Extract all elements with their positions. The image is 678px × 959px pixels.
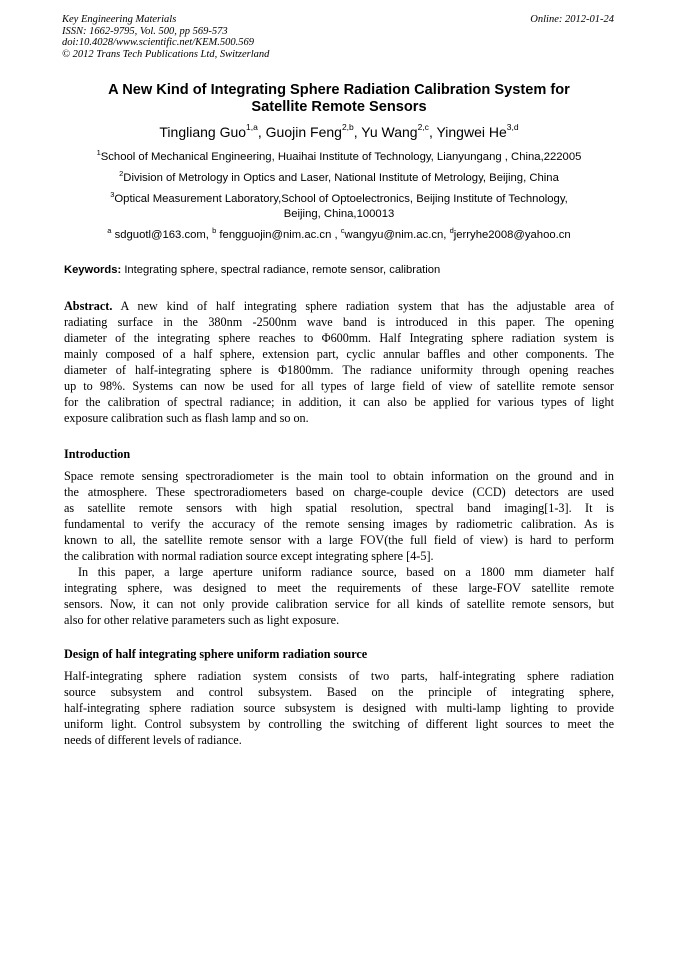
body-line: also for other relative parameters such as light exposure. [64, 613, 340, 627]
author-list: Tingliang Guo$^{1,a}$, Guojin Feng$^{2,b}$, Yu Wang$^{2,c}$, Yingwei He$^{3,d}$ [159, 122, 519, 140]
body-line: the atmosphere. These spectroradiometers based on charge-couple device (CCD) detectors are used [64, 485, 614, 499]
issn-line: ISSN: 1662-9795, Vol. 500, pp 569-573 [62, 25, 228, 37]
affiliation-sup: 1 [96, 148, 101, 158]
body-line: In this paper, a large aperture uniform radiance source, based on a 1800 mm diameter half [78, 565, 614, 579]
abstract-line: mainly composed of a half sphere, extension part, cyclic annular baffles and other components. The [64, 347, 614, 361]
body-line: known to all, the satellite remote sensor with a large FOV(the full field of view) is hard to perform [64, 533, 614, 547]
body-line: Half-integrating sphere radiation system consists of two parts, half-integrating sphere radiation [64, 669, 614, 683]
affiliation-sup: 2 [119, 169, 124, 179]
body-line: sensors. Now, it can not only provide calibration service for all kinds of satellite remote sensors, but [64, 597, 614, 611]
email-sup: b [212, 226, 217, 236]
affiliation-3 [64, 192, 614, 222]
author-name: Tingliang Guo [159, 124, 247, 140]
abstract-line: exposure calibration such as flash lamp and so on. [64, 411, 309, 425]
abstract-paragraph [64, 298, 614, 426]
keywords [64, 263, 440, 277]
online-date: Online: 2012-01-24 [530, 14, 614, 25]
author-name: Guojin Feng [265, 124, 342, 140]
abstract-line: up to 98%. Systems can now be used for all types of large field of view of satellite remote sensor [64, 379, 614, 393]
section-heading-introduction: Introduction [64, 447, 131, 461]
doi-line: doi:10.4028/www.scientific.net/KEM.500.569 [62, 37, 254, 48]
body-line: the calibration with normal radiation source except integrating sphere [4-5]. [64, 549, 434, 563]
keywords-label: Keywords: [64, 264, 122, 276]
email-line [64, 228, 614, 243]
body-line: source subsystem and control subsystem. Based on the principle of integrating sphere, [64, 685, 614, 699]
body-line: Space remote sensing spectroradiometer is the main tool to obtain information on the ground and in [64, 469, 614, 483]
design-paragraph-1 [64, 668, 614, 748]
email-sup: a [107, 226, 112, 236]
body-line: uniform light. Control subsystem by controlling the switching of different light sources to meet the [64, 717, 614, 731]
author-name: Yu Wang [361, 124, 418, 140]
affiliation-text: Division of Metrology in Optics and Laser, National Institute of Metrology, Beijing, China [123, 172, 559, 184]
abstract-line: diameter of half-integrating sphere is Φ1800mm. The radiance uniformity through opening reaches [64, 363, 614, 377]
email-address: jerryhe2008@yahoo.cn [453, 229, 571, 241]
paper-title [64, 82, 614, 116]
email-address: wangyu@nim.ac.cn, [344, 229, 447, 241]
body-line: fundamental to verify the accuracy of the remote sensing images by radiometric calibration. As is [64, 517, 614, 531]
body-line: needs of different levels of radiance. [64, 733, 242, 747]
author-sup: 2,b [341, 122, 354, 133]
introduction-paragraph-2 [64, 564, 614, 628]
abstract-label: Abstract. [64, 299, 113, 313]
abstract-line: for the calibration of spectral radiance; in addition, it can also be applied for various types of light [64, 395, 614, 409]
author-sup: 2,c [417, 122, 429, 133]
journal-header [62, 14, 269, 60]
title-line-2: Satellite Remote Sensors [251, 99, 427, 115]
keywords-text: Integrating sphere, spectral radiance, remote sensor, calibration [124, 264, 441, 276]
email-sup: d [449, 226, 454, 236]
body-line: half-integrating sphere radiation source subsystem is designed with multi-lamp lighting to provide [64, 701, 614, 715]
body-line: integrating sphere, was designed to meet the requirements of these large-FOV satellite remote [64, 581, 614, 595]
body-line: as satellite remote sensors with high spatial resolution, spectral band imaging[1-3]. It is [64, 501, 614, 515]
email-sup: c [340, 226, 345, 236]
affiliation-2 [64, 171, 614, 186]
affiliation-sup: 3 [110, 190, 115, 200]
author-name: Yingwei He [436, 124, 507, 140]
author-sup: 1,a [246, 122, 258, 133]
abstract-line: diameter of the integrating sphere reaches to Φ600mm. Half Integrating sphere radiation system is [64, 331, 614, 345]
copyright-line: © 2012 Trans Tech Publications Ltd, Switzerland [62, 48, 270, 60]
introduction-paragraph-1 [64, 468, 614, 564]
email-address: fengguojin@nim.ac.cn , [219, 229, 338, 241]
affiliation-text: Optical Measurement Laboratory,School of Optoelectronics, Beijing Institute of Technology, [114, 193, 568, 205]
affiliation-text: Beijing, China,100013 [283, 208, 395, 220]
author-sup: 3,d [506, 122, 519, 133]
affiliation-1 [64, 150, 614, 165]
title-line-1: A New Kind of Integrating Sphere Radiation Calibration System for [108, 82, 570, 98]
journal-name: Key Engineering Materials [62, 14, 177, 25]
email-address: sdguotl@163.com, [114, 229, 209, 241]
abstract-line: A new kind of half integrating sphere radiation system that has the adjustable area of [120, 299, 614, 313]
affiliation-text: School of Mechanical Engineering, Huaihai Institute of Technology, Lianyungang , China,222005 [100, 151, 582, 163]
section-heading-design: Design of half integrating sphere uniform radiation source [64, 647, 368, 661]
abstract-line: radiating surface in the 380nm -2500nm wave band is introduced in this paper. The opening [64, 315, 614, 329]
